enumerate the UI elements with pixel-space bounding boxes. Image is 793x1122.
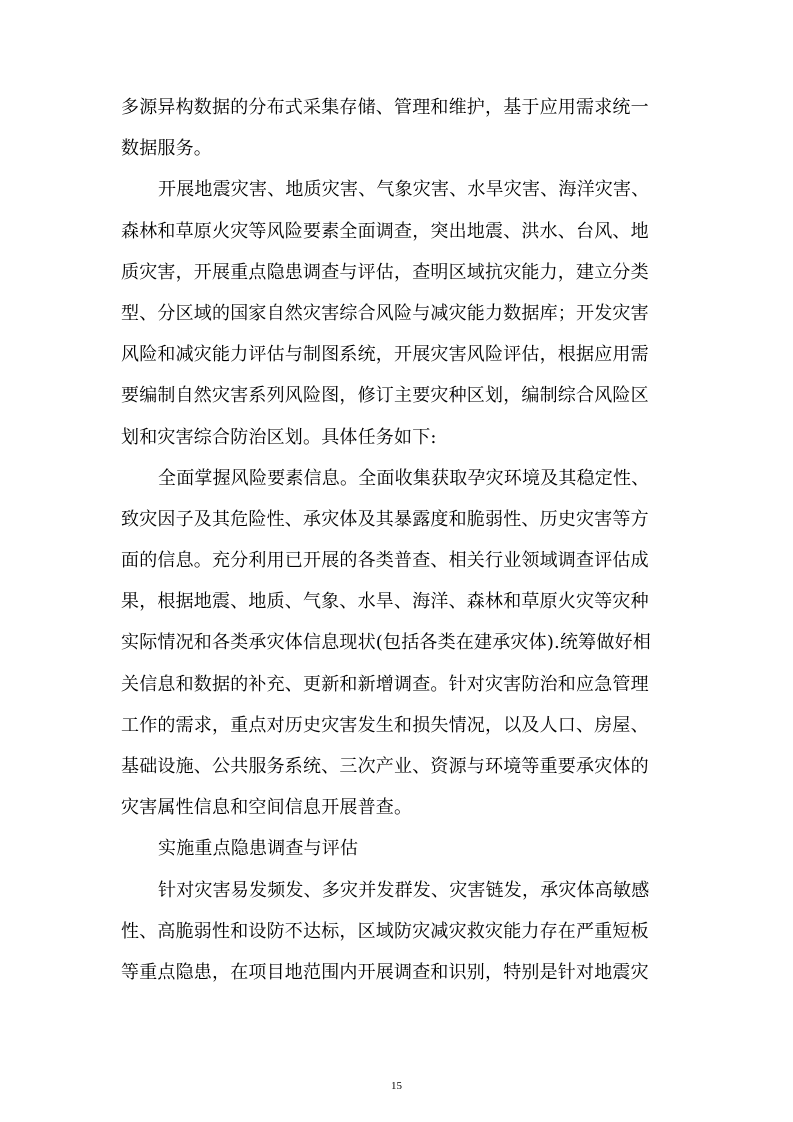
text-line: 果，根据地震、地质、气象、水旱、海洋、森林和草原火灾等灾种 xyxy=(121,591,649,613)
text-line: 开展地震灾害、地质灾害、气象灾害、水旱灾害、海洋灾害、 xyxy=(158,179,650,201)
text-line: 风险和减灾能力评估与制图系统，开展灾害风险评估，根据应用需 xyxy=(121,344,649,366)
text-line: 灾害属性信息和空间信息开展普查。 xyxy=(121,797,413,819)
text-line: 数据服务。 xyxy=(121,138,212,160)
page-number: 15 xyxy=(391,1080,402,1092)
text-line: 森林和草原火灾等风险要素全面调查，突出地震、洪水、台风、地 xyxy=(121,220,649,242)
text-line: 致灾因子及其危险性、承灾体及其暴露度和脆弱性、历史灾害等方 xyxy=(121,508,649,530)
text-line: 工作的需求，重点对历史灾害发生和损失情况，以及人口、房屋、 xyxy=(121,714,649,736)
paragraph-risk-elements xyxy=(121,458,666,829)
section-heading-hazard-survey xyxy=(121,828,666,869)
text-line: 面的信息。充分利用已开展的各类普查、相关行业领域调查评估成 xyxy=(121,550,649,572)
text-line: 全面掌握风险要素信息。全面收集获取孕灾环境及其稳定性、 xyxy=(158,467,650,489)
paragraph-risk-survey xyxy=(121,169,666,457)
paragraph-hazard-survey xyxy=(121,870,666,994)
text-line: 质灾害，开展重点隐患调查与评估，查明区域抗灾能力，建立分类 xyxy=(121,261,649,283)
text-line: 实施重点隐患调查与评估 xyxy=(158,838,359,860)
text-line: 基础设施、公共服务系统、三次产业、资源与环境等重要承灾体的 xyxy=(121,756,649,777)
text-line: 要编制自然灾害系列风险图，修订主要灾种区划，编制综合风险区 xyxy=(121,385,649,407)
text-line: 划和灾害综合防治区划。具体任务如下: xyxy=(121,426,437,448)
text-line: 实际情况和各类承灾体信息现状(包括各类在建承灾体).统筹做好相 xyxy=(121,632,651,654)
document-body xyxy=(121,87,666,993)
paragraph-data-services xyxy=(121,87,666,169)
text-line: 型、分区域的国家自然灾害综合风险与减灾能力数据库；开发灾害 xyxy=(121,302,649,324)
text-line: 等重点隐患，在项目地范围内开展调查和识别，特别是针对地震灾 xyxy=(121,961,649,983)
text-line: 针对灾害易发频发、多灾并发群发、灾害链发，承灾体高敏感 xyxy=(158,879,650,901)
text-line: 关信息和数据的补充、更新和新增调查。针对灾害防治和应急管理 xyxy=(121,673,649,695)
text-line: 性、高脆弱性和设防不达标，区域防灾减灾救灾能力存在严重短板 xyxy=(121,920,649,942)
text-line: 多源异构数据的分布式采集存储、管理和维护，基于应用需求统一 xyxy=(121,97,649,118)
